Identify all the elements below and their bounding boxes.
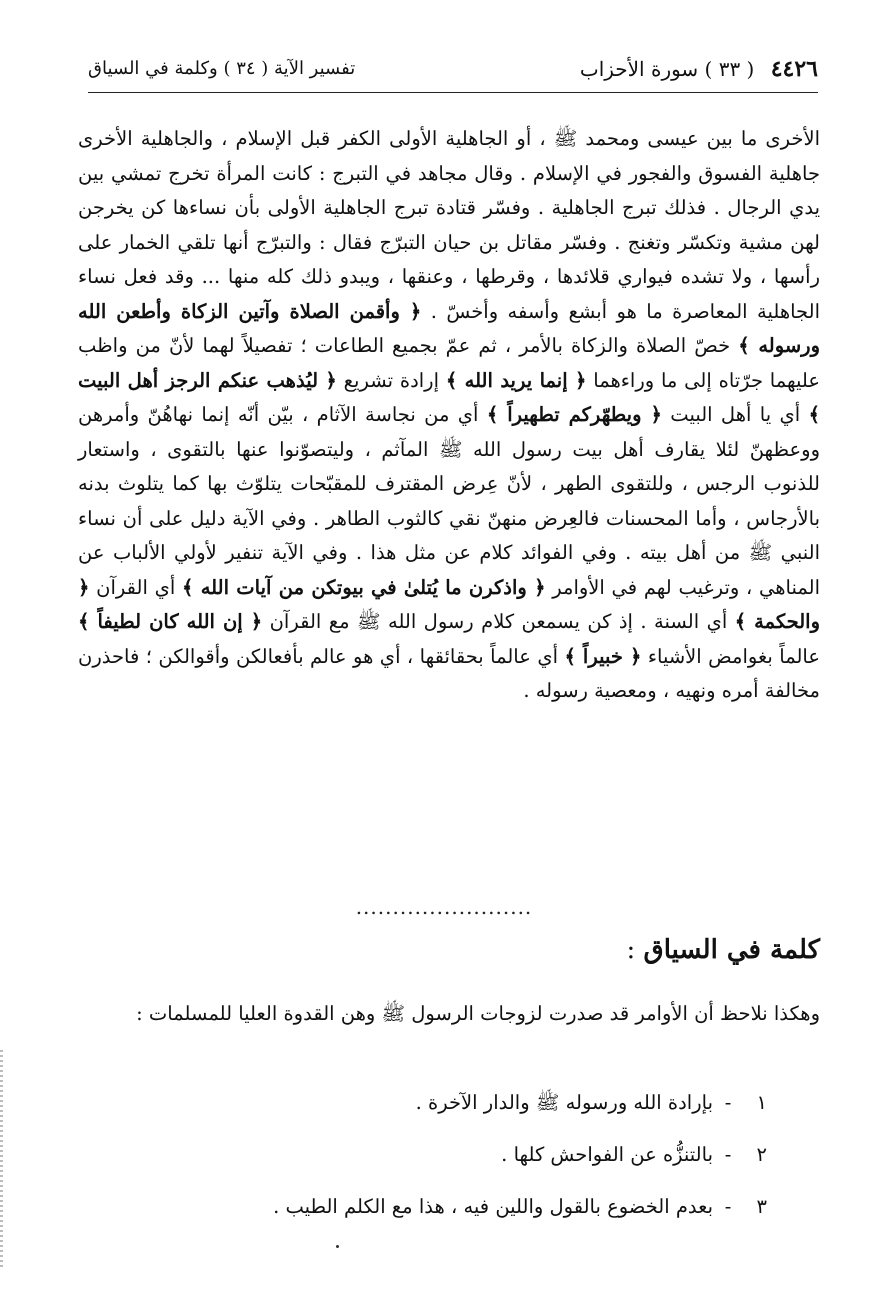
page-number: ٤٤٢٦ [770,56,818,82]
text-run: أي القرآن [89,575,182,599]
quran-quote: ﴿ ليُذهب عنكم الرجز أهل البيت ﴾ [78,368,820,426]
text-run: أي يا أهل البيت [661,403,809,426]
text-run: عالماً بغوامض الأشياء [641,644,820,668]
quran-quote: ﴿ واذكرن ما يُتلىٰ في بيوتكن من آيات الله ﴾ [181,575,546,599]
running-header [88,52,818,93]
section-heading-text: كلمة في السياق [643,935,820,965]
list-item-text: بالتنزُّه عن الفواحش كلها . [501,1143,713,1166]
list-item-text: بعدم الخضوع بالقول واللين فيه ، هذا مع الكلم الطيب . [273,1195,713,1218]
section-paragraph: وهكذا نلاحظ أن الأوامر قد صدرت لزوجات الرسول ﷺ وهن القدوة العليا للمسلمات : [136,1002,820,1025]
header-section-title: تفسير الآية ( ٣٤ ) وكلمة في السياق [88,58,356,79]
list-item [77,1090,767,1142]
surah-name: ( ٣٣ ) سورة الأحزاب [579,57,755,81]
list-item-dash: - [724,1091,732,1114]
list-item-number: ١ [756,1091,767,1114]
quran-quote: ﴿ وأقمن الصلاة وآتين الزكاة وأطعن الله ورسوله ﴾ [78,299,820,357]
text-run: خصّ الصلاة والزكاة بالأمر ، ثم عمّ بجميع الطاعات ؛ تفصيلاً لهما لأنّ من واظب عليهما جرّتاه إلى ما وراءهما [78,334,820,392]
quran-quote: ﴿ والحكمة ﴾ [78,575,820,633]
numbered-list [77,1090,767,1246]
quran-quote: ﴿ إنما يريد الله ﴾ [445,368,587,392]
text-run: أي من نجاسة الآثام ، بيّن أنّه إنما نهاهُنّ وأمرهن ووعظهنّ لئلا يقارف أهل بيت رسول الله ﷺ المآثم ، وليتصوّنوا عنها بالتقوى ، واستعار للذنوب الرجس ، وللتقوى الطهر ، لأنّ عِرض المقترف للمقبّحات يتلوّث بها كما يتلوث بدنه بالأرجاس ، وأما المحسنات فالعِرض منهنّ نقي كالثوب الطاهر . وفي الآية دليل على أن نساء النبي ﷺ من أهل بيته . وفي الفوائد كلام عن مثل هذا . وفي الآية تنفير لأولي الألباب عن المناهي ، وترغيب لهم في الأوامر [78,403,820,599]
commentary-text [78,122,820,709]
list-item-text: بإرادة الله ورسوله ﷺ والدار الآخرة . [415,1091,713,1114]
list-item [77,1194,767,1246]
text-run: الأخرى ما بين عيسى ومحمد ﷺ ، أو الجاهلية الأولى الكفر قبل الإسلام ، والجاهلية الأخرى جاهلية الفسوق والفجور في الإسلام . وقال مجاهد في التبرج : كانت المرأة تخرج تمشي بين يدي الرجال . فذلك تبرج الجاهلية . وفسّر قتادة تبرج الجاهلية الأولى بأن نساءها كن يخرجن لهن مشية وتكسّر وتغنج . وفسّر مقاتل بن حيان التبرّج فقال : والتبرّج أنها تلقي الخمار على رأسها ، ولا تشده فيواري قلائدها ، وقرطها ، وعنقها ، ويبدو ذلك كله منها ... وقد فعل نساء الجاهلية المعاصرة ما هو أبشع وأسفه وأخسّ . [78,127,820,323]
section-heading [627,935,820,965]
list-item-number: ٢ [756,1143,767,1166]
list-item-dash: - [724,1143,732,1166]
commentary-paragraph [78,122,820,709]
ink-dot [336,1245,339,1248]
text-run: أي عالماً بحقائقها ، أي هو عالم بأفعالكن وأقوالكن ؛ فاحذرن مخالفة أمره ونهيه ، ومعصية رسوله . [78,644,820,702]
text-run: أي السنة . إذ كن يسمعن كلام رسول الله ﷺ مع القرآن [262,610,735,633]
quran-quote: ﴿ خبيراً ﴾ [564,644,642,668]
list-item [77,1142,767,1194]
list-item-dash: - [724,1195,732,1218]
section-heading-colon: : [626,935,644,965]
scan-edge-mark [0,1050,3,1270]
dotted-separator: ........................ [355,895,533,919]
header-right [580,56,818,82]
list-item-number: ٣ [756,1195,767,1218]
quran-quote: ﴿ ويطهّركم تطهيراً ﴾ [486,403,662,426]
text-run: إرادة تشريع [336,368,446,392]
quran-quote: ﴿ إن الله كان لطيفاً ﴾ [78,610,263,633]
